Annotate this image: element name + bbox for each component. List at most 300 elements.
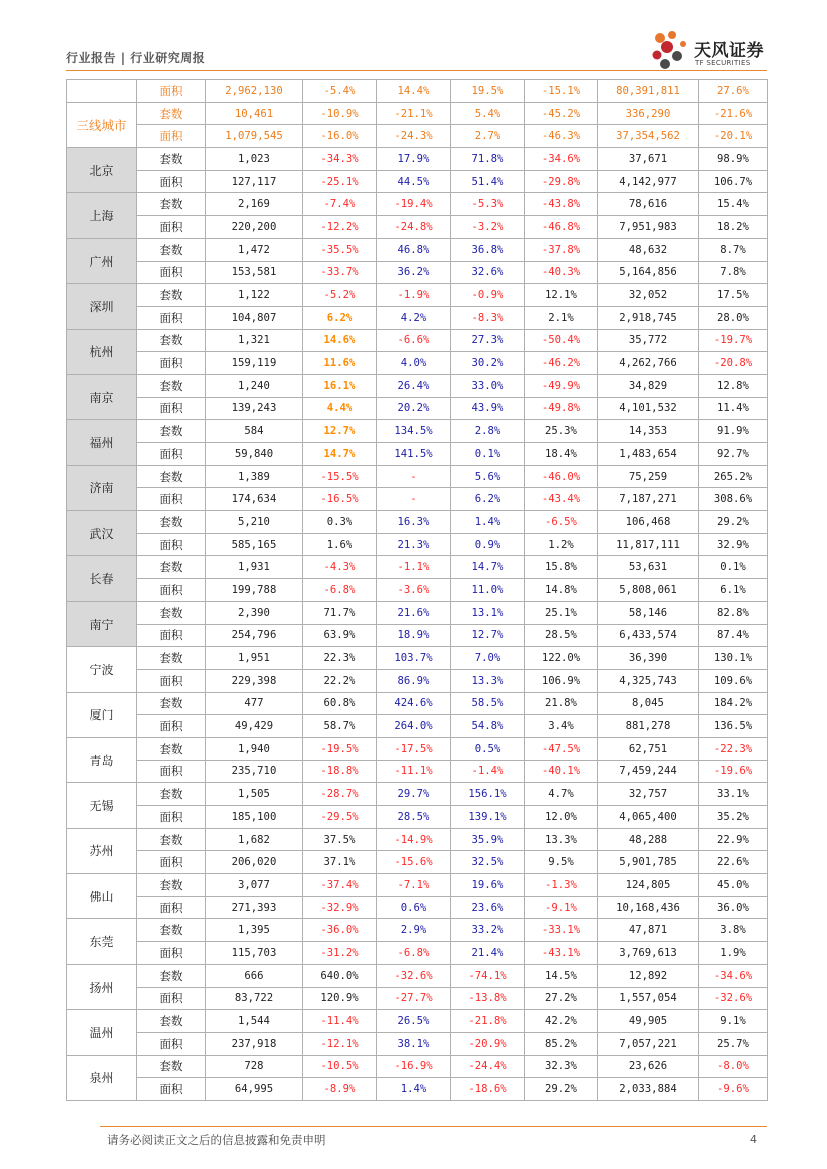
- value-cell: 62,751: [598, 737, 699, 760]
- value-cell: 139,243: [206, 397, 303, 420]
- metric-cell: 面积: [137, 942, 206, 965]
- value-cell: 7,459,244: [598, 760, 699, 783]
- metric-cell: 套数: [137, 284, 206, 307]
- value-cell: 37.1%: [303, 851, 377, 874]
- value-cell: 1,682: [206, 828, 303, 851]
- value-cell: 1.4%: [451, 511, 525, 534]
- value-cell: 25.3%: [525, 420, 598, 443]
- city-cell: 扬州: [67, 964, 137, 1009]
- value-cell: 3.8%: [699, 919, 768, 942]
- value-cell: 1,321: [206, 329, 303, 352]
- value-cell: 16.1%: [303, 374, 377, 397]
- value-cell: 1,951: [206, 647, 303, 670]
- value-cell: 29.2%: [525, 1078, 598, 1101]
- metric-cell: 面积: [137, 443, 206, 466]
- value-cell: -19.5%: [303, 737, 377, 760]
- metric-cell: 面积: [137, 624, 206, 647]
- city-cell: 温州: [67, 1010, 137, 1055]
- value-cell: -49.8%: [525, 397, 598, 420]
- value-cell: 4,101,532: [598, 397, 699, 420]
- value-cell: -1.3%: [525, 874, 598, 897]
- tf-securities-logo: [650, 28, 770, 72]
- value-cell: 18.2%: [699, 216, 768, 239]
- city-cell: 三线城市: [67, 102, 137, 147]
- value-cell: -24.4%: [451, 1055, 525, 1078]
- table-row: [67, 647, 768, 670]
- value-cell: 10,461: [206, 102, 303, 125]
- value-cell: 4.7%: [525, 783, 598, 806]
- value-cell: -16.5%: [303, 488, 377, 511]
- value-cell: -10.9%: [303, 102, 377, 125]
- city-cell: 宁波: [67, 647, 137, 692]
- value-cell: 220,200: [206, 216, 303, 239]
- value-cell: 4.4%: [303, 397, 377, 420]
- metric-cell: 面积: [137, 80, 206, 103]
- metric-cell: 面积: [137, 851, 206, 874]
- value-cell: 1,505: [206, 783, 303, 806]
- value-cell: 6.2%: [303, 306, 377, 329]
- table-row: [67, 488, 768, 511]
- value-cell: 477: [206, 692, 303, 715]
- value-cell: 17.9%: [377, 148, 451, 171]
- value-cell: 15.4%: [699, 193, 768, 216]
- value-cell: -: [377, 488, 451, 511]
- value-cell: 32.5%: [451, 851, 525, 874]
- metric-cell: 套数: [137, 919, 206, 942]
- city-cell: 济南: [67, 465, 137, 510]
- metric-cell: 套数: [137, 329, 206, 352]
- value-cell: -40.3%: [525, 261, 598, 284]
- value-cell: 22.9%: [699, 828, 768, 851]
- value-cell: 18.9%: [377, 624, 451, 647]
- city-cell: 无锡: [67, 783, 137, 828]
- value-cell: 728: [206, 1055, 303, 1078]
- value-cell: 4,262,766: [598, 352, 699, 375]
- value-cell: 666: [206, 964, 303, 987]
- value-cell: -20.1%: [699, 125, 768, 148]
- value-cell: 13.3%: [525, 828, 598, 851]
- metric-cell: 套数: [137, 193, 206, 216]
- value-cell: -12.1%: [303, 1032, 377, 1055]
- value-cell: -15.1%: [525, 80, 598, 103]
- value-cell: 14.7%: [303, 443, 377, 466]
- value-cell: -46.8%: [525, 216, 598, 239]
- table-row: [67, 102, 768, 125]
- value-cell: 48,288: [598, 828, 699, 851]
- table-row: [67, 1032, 768, 1055]
- value-cell: 640.0%: [303, 964, 377, 987]
- value-cell: 141.5%: [377, 443, 451, 466]
- value-cell: 3.4%: [525, 715, 598, 738]
- value-cell: 63.9%: [303, 624, 377, 647]
- value-cell: 254,796: [206, 624, 303, 647]
- value-cell: -5.3%: [451, 193, 525, 216]
- value-cell: 1,472: [206, 238, 303, 261]
- value-cell: 13.1%: [451, 601, 525, 624]
- value-cell: 11,817,111: [598, 533, 699, 556]
- metric-cell: 套数: [137, 238, 206, 261]
- value-cell: 1,395: [206, 919, 303, 942]
- value-cell: 124,805: [598, 874, 699, 897]
- value-cell: -19.6%: [699, 760, 768, 783]
- value-cell: 0.1%: [451, 443, 525, 466]
- value-cell: 6,433,574: [598, 624, 699, 647]
- value-cell: 27.3%: [451, 329, 525, 352]
- value-cell: 14.8%: [525, 579, 598, 602]
- value-cell: 5,210: [206, 511, 303, 534]
- value-cell: 0.5%: [451, 737, 525, 760]
- metric-cell: 套数: [137, 647, 206, 670]
- value-cell: 23,626: [598, 1055, 699, 1078]
- value-cell: 2.9%: [377, 919, 451, 942]
- metric-cell: 面积: [137, 397, 206, 420]
- city-cell: 东莞: [67, 919, 137, 964]
- value-cell: 32.6%: [451, 261, 525, 284]
- value-cell: 19.6%: [451, 874, 525, 897]
- value-cell: 25.1%: [525, 601, 598, 624]
- table-row: [67, 874, 768, 897]
- value-cell: 27.6%: [699, 80, 768, 103]
- table-row: [67, 964, 768, 987]
- value-cell: 3,077: [206, 874, 303, 897]
- value-cell: 58,146: [598, 601, 699, 624]
- value-cell: -45.2%: [525, 102, 598, 125]
- table-row: [67, 556, 768, 579]
- value-cell: 5,164,856: [598, 261, 699, 284]
- value-cell: 86.9%: [377, 669, 451, 692]
- value-cell: 12.7%: [303, 420, 377, 443]
- table-row: [67, 397, 768, 420]
- value-cell: 85.2%: [525, 1032, 598, 1055]
- value-cell: 45.0%: [699, 874, 768, 897]
- value-cell: 6.1%: [699, 579, 768, 602]
- value-cell: 28.0%: [699, 306, 768, 329]
- value-cell: -36.0%: [303, 919, 377, 942]
- metric-cell: 面积: [137, 579, 206, 602]
- value-cell: 206,020: [206, 851, 303, 874]
- report-header: [66, 49, 205, 66]
- value-cell: 4.2%: [377, 306, 451, 329]
- value-cell: -37.4%: [303, 874, 377, 897]
- value-cell: 8.7%: [699, 238, 768, 261]
- value-cell: 0.1%: [699, 556, 768, 579]
- metric-cell: 套数: [137, 601, 206, 624]
- value-cell: 36.0%: [699, 896, 768, 919]
- value-cell: 2,962,130: [206, 80, 303, 103]
- value-cell: -12.2%: [303, 216, 377, 239]
- value-cell: 5,808,061: [598, 579, 699, 602]
- value-cell: 7,057,221: [598, 1032, 699, 1055]
- city-cell: 北京: [67, 148, 137, 193]
- value-cell: -6.6%: [377, 329, 451, 352]
- metric-cell: 面积: [137, 806, 206, 829]
- value-cell: 4,142,977: [598, 170, 699, 193]
- value-cell: 17.5%: [699, 284, 768, 307]
- value-cell: -19.7%: [699, 329, 768, 352]
- city-cell: 武汉: [67, 511, 137, 556]
- metric-cell: 面积: [137, 669, 206, 692]
- value-cell: 91.9%: [699, 420, 768, 443]
- value-cell: 2.7%: [451, 125, 525, 148]
- table-row: [67, 601, 768, 624]
- metric-cell: 面积: [137, 125, 206, 148]
- value-cell: 48,632: [598, 238, 699, 261]
- value-cell: 11.0%: [451, 579, 525, 602]
- value-cell: -4.3%: [303, 556, 377, 579]
- city-cell: 长春: [67, 556, 137, 601]
- city-cell: 广州: [67, 238, 137, 283]
- value-cell: 235,710: [206, 760, 303, 783]
- value-cell: 106.9%: [525, 669, 598, 692]
- value-cell: 87.4%: [699, 624, 768, 647]
- value-cell: 5.4%: [451, 102, 525, 125]
- city-cell: 上海: [67, 193, 137, 238]
- value-cell: 271,393: [206, 896, 303, 919]
- value-cell: 127,117: [206, 170, 303, 193]
- value-cell: 11.4%: [699, 397, 768, 420]
- metric-cell: 面积: [137, 1032, 206, 1055]
- value-cell: 12.1%: [525, 284, 598, 307]
- value-cell: 19.5%: [451, 80, 525, 103]
- value-cell: 51.4%: [451, 170, 525, 193]
- value-cell: -0.9%: [451, 284, 525, 307]
- table-row: [67, 987, 768, 1010]
- logo-name-cn: 天风证券: [694, 41, 764, 61]
- value-cell: -34.3%: [303, 148, 377, 171]
- metric-cell: 面积: [137, 533, 206, 556]
- metric-cell: 套数: [137, 102, 206, 125]
- value-cell: 1,544: [206, 1010, 303, 1033]
- table-row: [67, 737, 768, 760]
- tf-securities-logo-icon: [650, 28, 694, 72]
- value-cell: 37,354,562: [598, 125, 699, 148]
- value-cell: -16.0%: [303, 125, 377, 148]
- value-cell: 36.2%: [377, 261, 451, 284]
- value-cell: 29.7%: [377, 783, 451, 806]
- value-cell: 7.8%: [699, 261, 768, 284]
- value-cell: 21.3%: [377, 533, 451, 556]
- value-cell: -13.8%: [451, 987, 525, 1010]
- value-cell: -8.3%: [451, 306, 525, 329]
- value-cell: 5,901,785: [598, 851, 699, 874]
- value-cell: 21.4%: [451, 942, 525, 965]
- value-cell: -50.4%: [525, 329, 598, 352]
- metric-cell: 套数: [137, 1010, 206, 1033]
- value-cell: 60.8%: [303, 692, 377, 715]
- metric-cell: 面积: [137, 896, 206, 919]
- table-row: [67, 306, 768, 329]
- metric-cell: 套数: [137, 1055, 206, 1078]
- value-cell: -7.1%: [377, 874, 451, 897]
- value-cell: 78,616: [598, 193, 699, 216]
- value-cell: 8,045: [598, 692, 699, 715]
- value-cell: 2,918,745: [598, 306, 699, 329]
- value-cell: 1,122: [206, 284, 303, 307]
- value-cell: 25.7%: [699, 1032, 768, 1055]
- value-cell: 159,119: [206, 352, 303, 375]
- city-cell: 福州: [67, 420, 137, 465]
- value-cell: 2,169: [206, 193, 303, 216]
- value-cell: 199,788: [206, 579, 303, 602]
- table-row: [67, 692, 768, 715]
- value-cell: -18.8%: [303, 760, 377, 783]
- value-cell: 308.6%: [699, 488, 768, 511]
- value-cell: 32.9%: [699, 533, 768, 556]
- value-cell: 1,079,545: [206, 125, 303, 148]
- city-cell: 杭州: [67, 329, 137, 374]
- value-cell: -: [377, 465, 451, 488]
- table-row: [67, 851, 768, 874]
- value-cell: 0.3%: [303, 511, 377, 534]
- value-cell: 265.2%: [699, 465, 768, 488]
- value-cell: 30.2%: [451, 352, 525, 375]
- value-cell: -18.6%: [451, 1078, 525, 1101]
- value-cell: -21.1%: [377, 102, 451, 125]
- table-row: [67, 1078, 768, 1101]
- value-cell: -3.6%: [377, 579, 451, 602]
- value-cell: 44.5%: [377, 170, 451, 193]
- metric-cell: 套数: [137, 874, 206, 897]
- value-cell: 5.6%: [451, 465, 525, 488]
- table-row: [67, 148, 768, 171]
- table-row: [67, 193, 768, 216]
- value-cell: 1.4%: [377, 1078, 451, 1101]
- value-cell: 4,325,743: [598, 669, 699, 692]
- value-cell: 26.4%: [377, 374, 451, 397]
- value-cell: -20.9%: [451, 1032, 525, 1055]
- table-row: [67, 669, 768, 692]
- value-cell: 1.2%: [525, 533, 598, 556]
- metric-cell: 面积: [137, 352, 206, 375]
- value-cell: 38.1%: [377, 1032, 451, 1055]
- value-cell: 1,023: [206, 148, 303, 171]
- value-cell: 13.3%: [451, 669, 525, 692]
- report-name: 行业研究周报: [130, 51, 206, 65]
- table-row: [67, 443, 768, 466]
- value-cell: 336,290: [598, 102, 699, 125]
- value-cell: 184.2%: [699, 692, 768, 715]
- value-cell: -19.4%: [377, 193, 451, 216]
- value-cell: 1,940: [206, 737, 303, 760]
- value-cell: 0.9%: [451, 533, 525, 556]
- value-cell: 35.2%: [699, 806, 768, 829]
- value-cell: 26.5%: [377, 1010, 451, 1033]
- metric-cell: 套数: [137, 783, 206, 806]
- header-separator: |: [120, 51, 126, 65]
- value-cell: 71.8%: [451, 148, 525, 171]
- value-cell: -31.2%: [303, 942, 377, 965]
- metric-cell: 套数: [137, 828, 206, 851]
- value-cell: 109.6%: [699, 669, 768, 692]
- value-cell: -34.6%: [699, 964, 768, 987]
- metric-cell: 套数: [137, 511, 206, 534]
- value-cell: -25.1%: [303, 170, 377, 193]
- table-row: [67, 783, 768, 806]
- value-cell: 139.1%: [451, 806, 525, 829]
- table-row: [67, 579, 768, 602]
- value-cell: 92.7%: [699, 443, 768, 466]
- value-cell: 14.5%: [525, 964, 598, 987]
- value-cell: -20.8%: [699, 352, 768, 375]
- value-cell: 46.8%: [377, 238, 451, 261]
- value-cell: 106,468: [598, 511, 699, 534]
- value-cell: 58.7%: [303, 715, 377, 738]
- value-cell: 22.6%: [699, 851, 768, 874]
- metric-cell: 套数: [137, 556, 206, 579]
- value-cell: 14.4%: [377, 80, 451, 103]
- value-cell: 153,581: [206, 261, 303, 284]
- value-cell: 7.0%: [451, 647, 525, 670]
- value-cell: 33.0%: [451, 374, 525, 397]
- value-cell: -35.5%: [303, 238, 377, 261]
- value-cell: 71.7%: [303, 601, 377, 624]
- city-cell: 厦门: [67, 692, 137, 737]
- report-type: 行业报告: [66, 51, 117, 65]
- value-cell: -49.9%: [525, 374, 598, 397]
- header-divider: [66, 70, 767, 71]
- value-cell: -15.6%: [377, 851, 451, 874]
- value-cell: 21.8%: [525, 692, 598, 715]
- value-cell: 104,807: [206, 306, 303, 329]
- table-row: [67, 261, 768, 284]
- value-cell: 14.7%: [451, 556, 525, 579]
- value-cell: 28.5%: [525, 624, 598, 647]
- value-cell: -6.5%: [525, 511, 598, 534]
- value-cell: 54.8%: [451, 715, 525, 738]
- value-cell: -14.9%: [377, 828, 451, 851]
- value-cell: -1.1%: [377, 556, 451, 579]
- value-cell: 2,390: [206, 601, 303, 624]
- value-cell: 1.6%: [303, 533, 377, 556]
- value-cell: 120.9%: [303, 987, 377, 1010]
- value-cell: -1.4%: [451, 760, 525, 783]
- table-row: [67, 238, 768, 261]
- table-row: [67, 511, 768, 534]
- value-cell: 122.0%: [525, 647, 598, 670]
- value-cell: 584: [206, 420, 303, 443]
- table-row: [67, 374, 768, 397]
- value-cell: 424.6%: [377, 692, 451, 715]
- city-sales-table: [66, 79, 768, 1101]
- metric-cell: 面积: [137, 261, 206, 284]
- value-cell: 35,772: [598, 329, 699, 352]
- city-cell: 佛山: [67, 874, 137, 919]
- value-cell: 174,634: [206, 488, 303, 511]
- table-row: [67, 828, 768, 851]
- table-row: [67, 760, 768, 783]
- table-row: [67, 284, 768, 307]
- value-cell: -11.1%: [377, 760, 451, 783]
- value-cell: -32.6%: [377, 964, 451, 987]
- value-cell: 34,829: [598, 374, 699, 397]
- value-cell: 134.5%: [377, 420, 451, 443]
- value-cell: -32.9%: [303, 896, 377, 919]
- value-cell: 0.6%: [377, 896, 451, 919]
- value-cell: 29.2%: [699, 511, 768, 534]
- value-cell: -21.8%: [451, 1010, 525, 1033]
- table-row: [67, 1055, 768, 1078]
- value-cell: -46.0%: [525, 465, 598, 488]
- table-row: [67, 125, 768, 148]
- value-cell: 18.4%: [525, 443, 598, 466]
- value-cell: 20.2%: [377, 397, 451, 420]
- table-row: [67, 352, 768, 375]
- value-cell: -47.5%: [525, 737, 598, 760]
- value-cell: 37,671: [598, 148, 699, 171]
- value-cell: 185,100: [206, 806, 303, 829]
- city-cell: 南宁: [67, 601, 137, 646]
- metric-cell: 套数: [137, 692, 206, 715]
